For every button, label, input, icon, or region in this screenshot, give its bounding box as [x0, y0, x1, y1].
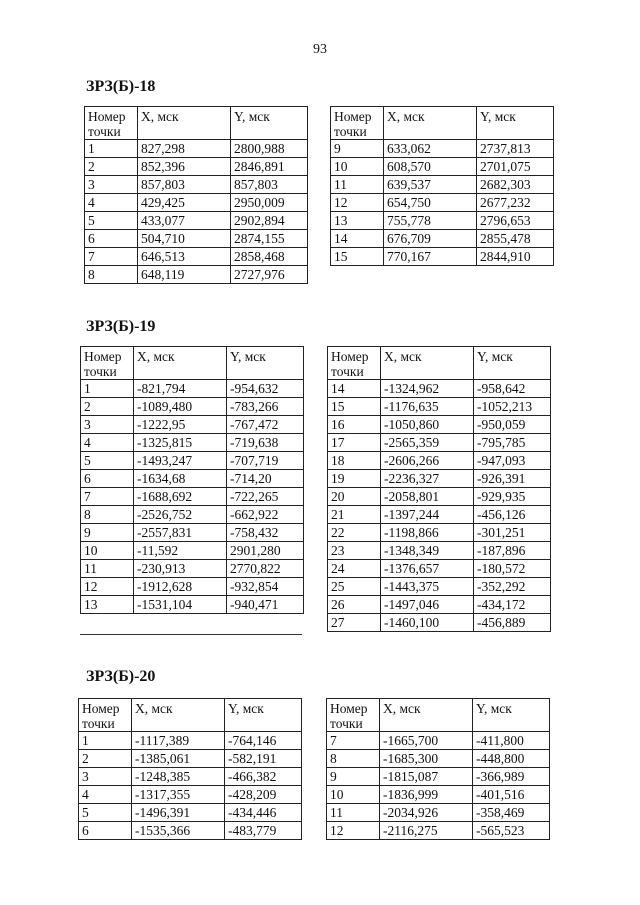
- cell-point-number: 20: [328, 488, 381, 506]
- cell-x: -2526,752: [134, 506, 227, 524]
- column-header-y: Y, мск: [225, 699, 302, 732]
- cell-point-number: 15: [331, 248, 384, 266]
- cell-y: -187,896: [474, 542, 551, 560]
- column-header-point-number: [327, 699, 380, 732]
- cell-point-number: 26: [328, 596, 381, 614]
- table-row: [85, 194, 308, 212]
- cell-point-number: 12: [327, 822, 380, 840]
- header-row: [328, 347, 551, 380]
- cell-x: 648,119: [138, 266, 231, 284]
- cell-y: -950,059: [474, 416, 551, 434]
- cell-x: 633,062: [384, 140, 477, 158]
- table-row: [79, 732, 302, 750]
- cell-x: 852,396: [138, 158, 231, 176]
- cell-point-number: 17: [328, 434, 381, 452]
- coordinates-table: [84, 106, 308, 284]
- coordinates-table: [330, 106, 554, 266]
- cell-point-number: 4: [85, 194, 138, 212]
- header-row: [85, 107, 308, 140]
- cell-y: -483,779: [225, 822, 302, 840]
- page-number: 93: [313, 42, 327, 57]
- cell-y: -301,251: [474, 524, 551, 542]
- cell-x: -1222,95: [134, 416, 227, 434]
- table-row: [331, 248, 554, 266]
- cell-y: 2727,976: [231, 266, 308, 284]
- section-title: ЗРЗ(Б)-18: [86, 78, 156, 95]
- table-row: [328, 434, 551, 452]
- cell-point-number: 1: [79, 732, 132, 750]
- cell-y: 2796,653: [477, 212, 554, 230]
- cell-x: 857,803: [138, 176, 231, 194]
- cell-point-number: 9: [331, 140, 384, 158]
- cell-y: -401,516: [473, 786, 550, 804]
- table-row: [327, 750, 550, 768]
- cell-y: -719,638: [227, 434, 304, 452]
- cell-x: -1397,244: [381, 506, 474, 524]
- table-row: [81, 596, 304, 614]
- cell-point-number: 22: [328, 524, 381, 542]
- header-line: Номер: [88, 109, 126, 124]
- cell-y: 2737,813: [477, 140, 554, 158]
- cell-y: 2858,468: [231, 248, 308, 266]
- table-row: [81, 524, 304, 542]
- cell-point-number: 21: [328, 506, 381, 524]
- cell-x: 676,709: [384, 230, 477, 248]
- coordinates-table: [326, 698, 550, 840]
- column-header-x: Х, мск: [138, 107, 231, 140]
- cell-x: -1317,355: [132, 786, 225, 804]
- table-row: [81, 542, 304, 560]
- cell-y: -707,719: [227, 452, 304, 470]
- coordinates-table: [80, 346, 304, 614]
- column-header-x: Х, мск: [381, 347, 474, 380]
- cell-point-number: 2: [85, 158, 138, 176]
- cell-x: -1497,046: [381, 596, 474, 614]
- cell-y: 2901,280: [227, 542, 304, 560]
- header-line: точки: [88, 124, 121, 139]
- cell-point-number: 7: [81, 488, 134, 506]
- column-header-point-number: [331, 107, 384, 140]
- table-row: [81, 398, 304, 416]
- table-row: [331, 194, 554, 212]
- cell-x: -1496,391: [132, 804, 225, 822]
- header-line: точки: [331, 364, 364, 379]
- cell-x: -1325,815: [134, 434, 227, 452]
- cell-point-number: 7: [327, 732, 380, 750]
- table-row: [331, 230, 554, 248]
- cell-y: -456,889: [474, 614, 551, 632]
- cell-point-number: 5: [85, 212, 138, 230]
- cell-y: -958,642: [474, 380, 551, 398]
- cell-x: 608,570: [384, 158, 477, 176]
- table-row: [328, 524, 551, 542]
- cell-x: -1248,385: [132, 768, 225, 786]
- cell-y: 2902,894: [231, 212, 308, 230]
- table-row: [81, 470, 304, 488]
- table-row: [79, 804, 302, 822]
- cell-y: 2844,910: [477, 248, 554, 266]
- table-row: [85, 230, 308, 248]
- cell-point-number: 9: [327, 768, 380, 786]
- cell-y: -456,126: [474, 506, 551, 524]
- cell-y: 857,803: [231, 176, 308, 194]
- cell-y: -722,265: [227, 488, 304, 506]
- table-row: [85, 212, 308, 230]
- cell-x: -1688,692: [134, 488, 227, 506]
- table-row: [327, 822, 550, 840]
- cell-y: 2846,891: [231, 158, 308, 176]
- table-row: [85, 158, 308, 176]
- cell-y: 2874,155: [231, 230, 308, 248]
- cell-y: -358,469: [473, 804, 550, 822]
- table-row: [328, 470, 551, 488]
- column-header-point-number: [81, 347, 134, 380]
- cell-x: 654,750: [384, 194, 477, 212]
- table-row: [81, 560, 304, 578]
- cell-x: -1348,349: [381, 542, 474, 560]
- cell-x: -2236,327: [381, 470, 474, 488]
- cell-point-number: 11: [331, 176, 384, 194]
- table-row: [331, 140, 554, 158]
- table-row: [331, 212, 554, 230]
- cell-x: -1493,247: [134, 452, 227, 470]
- cell-y: -352,292: [474, 578, 551, 596]
- header-line: точки: [84, 364, 117, 379]
- cell-y: -411,800: [473, 732, 550, 750]
- cell-y: 2800,988: [231, 140, 308, 158]
- table-row: [328, 506, 551, 524]
- cell-x: -1176,635: [381, 398, 474, 416]
- cell-x: -1324,962: [381, 380, 474, 398]
- cell-y: -434,172: [474, 596, 551, 614]
- table-row: [328, 596, 551, 614]
- table-row: [79, 768, 302, 786]
- table-row: [327, 732, 550, 750]
- cell-x: -1912,628: [134, 578, 227, 596]
- cell-point-number: 6: [81, 470, 134, 488]
- cell-point-number: 5: [81, 452, 134, 470]
- table-row: [81, 578, 304, 596]
- header-line: точки: [330, 716, 363, 731]
- cell-y: -954,632: [227, 380, 304, 398]
- cell-x: -1685,300: [380, 750, 473, 768]
- cell-point-number: 14: [328, 380, 381, 398]
- cell-y: -565,523: [473, 822, 550, 840]
- cell-point-number: 1: [85, 140, 138, 158]
- table-row: [81, 452, 304, 470]
- cell-point-number: 10: [327, 786, 380, 804]
- cell-x: -1531,104: [134, 596, 227, 614]
- column-header-point-number: [85, 107, 138, 140]
- cell-point-number: 4: [81, 434, 134, 452]
- column-header-y: Y, мск: [227, 347, 304, 380]
- cell-y: 2701,075: [477, 158, 554, 176]
- cell-x: -1198,866: [381, 524, 474, 542]
- table-row: [328, 452, 551, 470]
- table-row: [81, 380, 304, 398]
- cell-y: -795,785: [474, 434, 551, 452]
- cell-point-number: 12: [331, 194, 384, 212]
- cell-y: 2682,303: [477, 176, 554, 194]
- cell-x: -821,794: [134, 380, 227, 398]
- cell-y: -929,935: [474, 488, 551, 506]
- section-title: ЗРЗ(Б)-19: [86, 318, 156, 335]
- cell-point-number: 10: [81, 542, 134, 560]
- header-row: [79, 699, 302, 732]
- table-row: [79, 786, 302, 804]
- table-row: [328, 488, 551, 506]
- cell-x: -11,592: [134, 542, 227, 560]
- cell-x: -1050,860: [381, 416, 474, 434]
- column-header-x: Х, мск: [380, 699, 473, 732]
- table-row: [327, 768, 550, 786]
- cell-point-number: 3: [81, 416, 134, 434]
- cell-x: -1460,100: [381, 614, 474, 632]
- cell-x: 504,710: [138, 230, 231, 248]
- cell-y: 2950,009: [231, 194, 308, 212]
- cell-x: -2058,801: [381, 488, 474, 506]
- cell-x: 639,537: [384, 176, 477, 194]
- table-row: [328, 560, 551, 578]
- cell-point-number: 8: [81, 506, 134, 524]
- cell-x: 755,778: [384, 212, 477, 230]
- cell-x: 770,167: [384, 248, 477, 266]
- cell-point-number: 3: [79, 768, 132, 786]
- cell-x: -1443,375: [381, 578, 474, 596]
- cell-point-number: 6: [79, 822, 132, 840]
- cell-y: -466,382: [225, 768, 302, 786]
- cell-y: -366,989: [473, 768, 550, 786]
- column-header-x: Х, мск: [134, 347, 227, 380]
- cell-point-number: 3: [85, 176, 138, 194]
- cell-point-number: 14: [331, 230, 384, 248]
- cell-x: -1836,999: [380, 786, 473, 804]
- cell-point-number: 25: [328, 578, 381, 596]
- cell-point-number: 1: [81, 380, 134, 398]
- cell-point-number: 24: [328, 560, 381, 578]
- table-row: [331, 176, 554, 194]
- table-row: [328, 416, 551, 434]
- table-row: [81, 488, 304, 506]
- header-line: точки: [334, 124, 367, 139]
- cell-y: -764,146: [225, 732, 302, 750]
- header-line: Номер: [334, 109, 372, 124]
- cell-point-number: 8: [85, 266, 138, 284]
- cell-point-number: 18: [328, 452, 381, 470]
- table-row: [327, 804, 550, 822]
- table-row: [85, 140, 308, 158]
- cell-x: 429,425: [138, 194, 231, 212]
- section-title: ЗРЗ(Б)-20: [86, 668, 156, 685]
- cell-x: 433,077: [138, 212, 231, 230]
- table-row: [328, 614, 551, 632]
- table-row: [81, 434, 304, 452]
- column-header-x: Х, мск: [132, 699, 225, 732]
- table-row: [79, 750, 302, 768]
- column-header-y: Y, мск: [231, 107, 308, 140]
- cell-x: -2034,926: [380, 804, 473, 822]
- column-header-y: Y, мск: [474, 347, 551, 380]
- cell-y: -428,209: [225, 786, 302, 804]
- cell-y: -758,432: [227, 524, 304, 542]
- cell-x: -2606,266: [381, 452, 474, 470]
- cell-point-number: 15: [328, 398, 381, 416]
- cell-point-number: 19: [328, 470, 381, 488]
- column-header-y: Y, мск: [477, 107, 554, 140]
- column-header-x: Х, мск: [384, 107, 477, 140]
- cell-point-number: 27: [328, 614, 381, 632]
- cell-y: 2770,822: [227, 560, 304, 578]
- cell-x: -1665,700: [380, 732, 473, 750]
- column-header-point-number: [328, 347, 381, 380]
- table-row: [331, 158, 554, 176]
- cell-x: 646,513: [138, 248, 231, 266]
- header-row: [81, 347, 304, 380]
- cell-point-number: 16: [328, 416, 381, 434]
- column-header-point-number: [79, 699, 132, 732]
- header-line: точки: [82, 716, 115, 731]
- cell-y: -947,093: [474, 452, 551, 470]
- cell-y: -783,266: [227, 398, 304, 416]
- cell-point-number: 4: [79, 786, 132, 804]
- cell-x: -1815,087: [380, 768, 473, 786]
- cell-x: -1376,657: [381, 560, 474, 578]
- cell-y: -940,471: [227, 596, 304, 614]
- cell-x: -1535,366: [132, 822, 225, 840]
- cell-point-number: 23: [328, 542, 381, 560]
- cell-x: -2557,831: [134, 524, 227, 542]
- cell-y: -932,854: [227, 578, 304, 596]
- table-row: [328, 398, 551, 416]
- cell-x: -1117,389: [132, 732, 225, 750]
- cell-y: -1052,213: [474, 398, 551, 416]
- cell-point-number: 5: [79, 804, 132, 822]
- table-row: [81, 506, 304, 524]
- cell-y: -180,572: [474, 560, 551, 578]
- cell-point-number: 7: [85, 248, 138, 266]
- cell-y: 2855,478: [477, 230, 554, 248]
- header-row: [331, 107, 554, 140]
- cell-point-number: 11: [81, 560, 134, 578]
- table-row: [327, 786, 550, 804]
- cell-y: -448,800: [473, 750, 550, 768]
- table-row: [328, 578, 551, 596]
- cell-x: -1634,68: [134, 470, 227, 488]
- cell-y: -767,472: [227, 416, 304, 434]
- table-row: [79, 822, 302, 840]
- cell-point-number: 6: [85, 230, 138, 248]
- cell-point-number: 8: [327, 750, 380, 768]
- cell-y: -926,391: [474, 470, 551, 488]
- cell-x: 827,298: [138, 140, 231, 158]
- table-row: [328, 380, 551, 398]
- header-line: Номер: [330, 701, 368, 716]
- cell-point-number: 13: [331, 212, 384, 230]
- cell-y: -662,922: [227, 506, 304, 524]
- divider-line: [80, 634, 302, 635]
- cell-y: -582,191: [225, 750, 302, 768]
- cell-x: -2565,359: [381, 434, 474, 452]
- cell-point-number: 11: [327, 804, 380, 822]
- coordinates-table: [327, 346, 551, 632]
- cell-x: -1089,480: [134, 398, 227, 416]
- header-row: [327, 699, 550, 732]
- cell-x: -1385,061: [132, 750, 225, 768]
- table-row: [81, 416, 304, 434]
- column-header-y: Y, мск: [473, 699, 550, 732]
- cell-y: -434,446: [225, 804, 302, 822]
- cell-y: -714,20: [227, 470, 304, 488]
- table-row: [85, 248, 308, 266]
- cell-point-number: 10: [331, 158, 384, 176]
- table-row: [85, 176, 308, 194]
- cell-x: -230,913: [134, 560, 227, 578]
- header-line: Номер: [84, 349, 122, 364]
- cell-x: -2116,275: [380, 822, 473, 840]
- cell-point-number: 13: [81, 596, 134, 614]
- cell-point-number: 12: [81, 578, 134, 596]
- cell-y: 2677,232: [477, 194, 554, 212]
- table-row: [85, 266, 308, 284]
- cell-point-number: 2: [81, 398, 134, 416]
- cell-point-number: 9: [81, 524, 134, 542]
- header-line: Номер: [82, 701, 120, 716]
- header-line: Номер: [331, 349, 369, 364]
- table-row: [328, 542, 551, 560]
- cell-point-number: 2: [79, 750, 132, 768]
- coordinates-table: [78, 698, 302, 840]
